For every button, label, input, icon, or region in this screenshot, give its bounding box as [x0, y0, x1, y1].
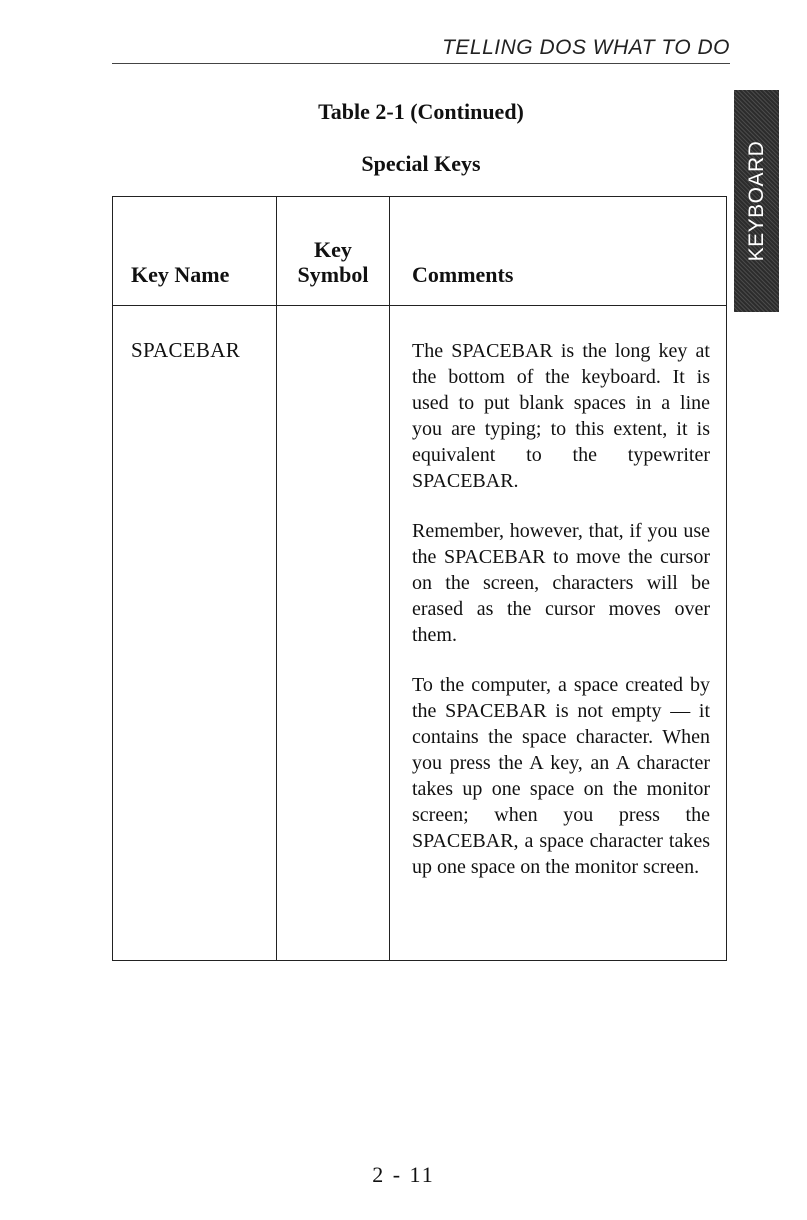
table-row: [113, 306, 727, 961]
table-header-row: [113, 197, 727, 306]
running-header: TELLING DOS WHAT TO DO: [442, 36, 730, 59]
special-keys-table: [112, 196, 727, 961]
section-tab-label: KEYBOARD: [744, 140, 768, 262]
header-rule: [112, 63, 730, 64]
table-title: Table 2-1 (Continued): [318, 99, 524, 124]
table-subtitle: Special Keys: [361, 151, 481, 176]
comment-paragraph: The SPACEBAR is the long key at the bottom of the keyboard. It is used to put blank spaces in a line you are typing; to this extent, it is equivalent to the typewriter SPACEBAR.: [412, 340, 710, 492]
key-symbol-header-line1: Key: [314, 237, 352, 262]
page-number: 2 - 11: [372, 1162, 435, 1187]
section-tab: [734, 90, 779, 312]
column-header-key-name: Key Name: [113, 197, 277, 306]
column-header-comments: Comments: [390, 197, 727, 306]
comments-cell: [390, 306, 727, 961]
comment-paragraph: To the computer, a space created by the SPACEBAR is not empty — it contains the space character. When you press the A key, an A character takes up one space on the monitor screen; when you press the SPACEBAR, a space character takes up one space on the monitor screen.: [412, 674, 710, 878]
column-header-key-symbol: [277, 197, 390, 306]
comment-paragraph: Remember, however, that, if you use the SPACEBAR to move the cursor on the screen, characters will be erased as the cursor moves over them.: [412, 520, 710, 646]
key-symbol-header-line2: Symbol: [297, 262, 369, 287]
key-name-cell: SPACEBAR: [113, 306, 277, 961]
key-symbol-cell: [277, 306, 390, 961]
